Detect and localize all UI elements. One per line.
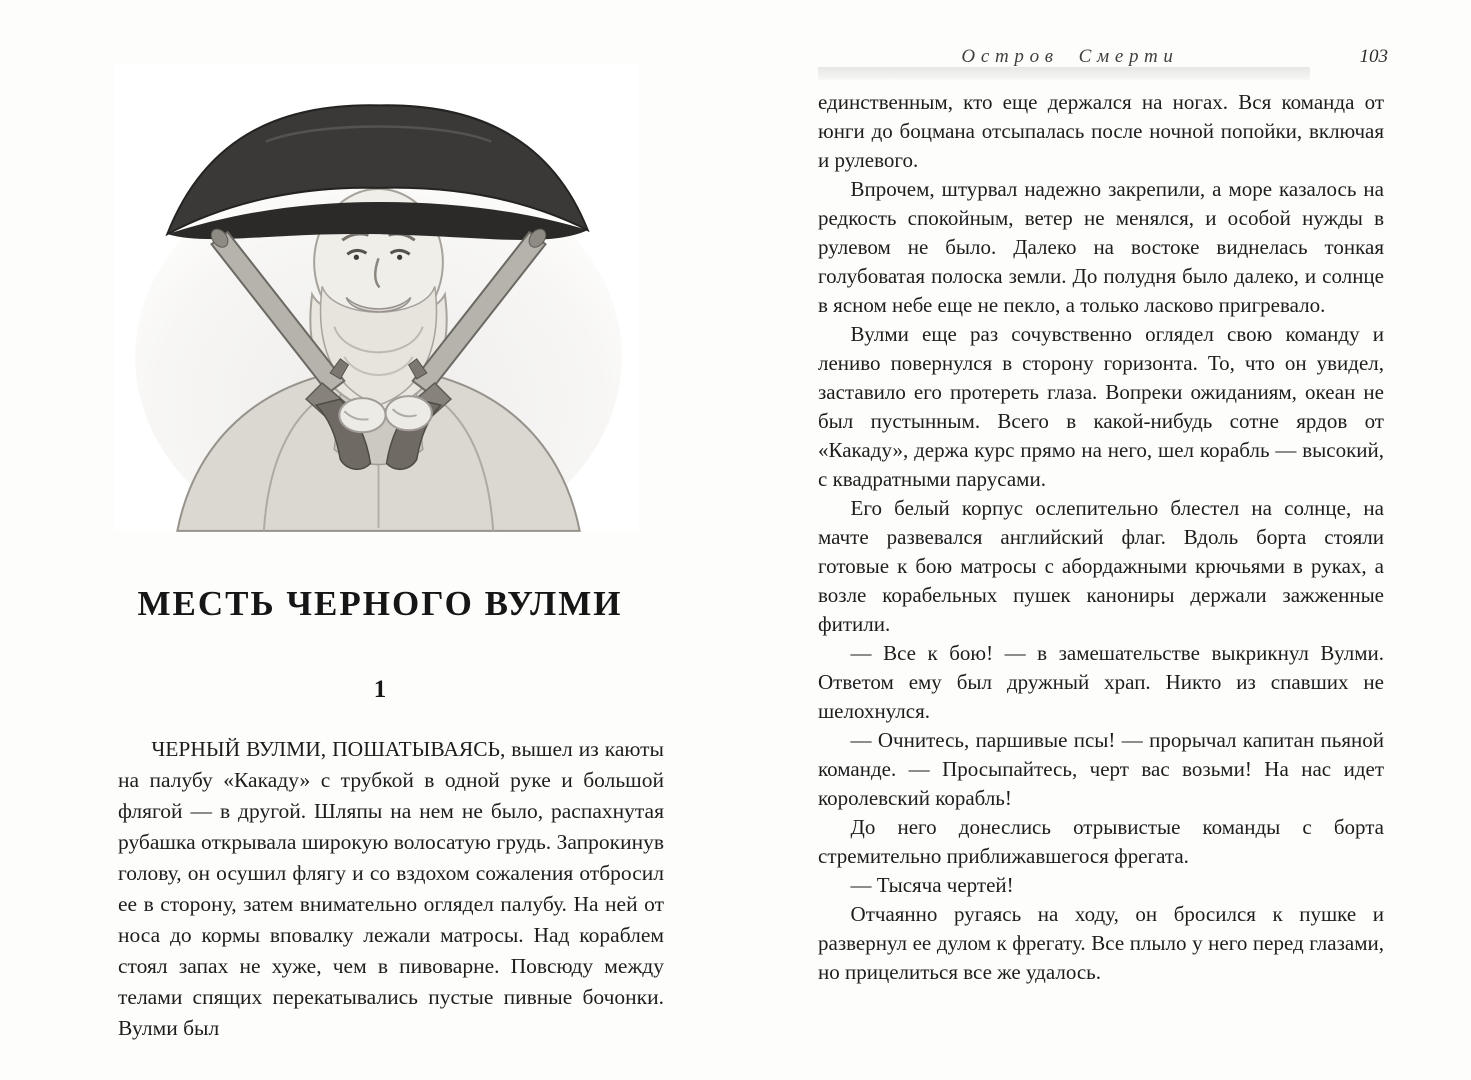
body-paragraph: — Тысяча чертей! [850,873,1014,897]
body-paragraph: Его белый корпус ослепительно блестел на солнце, на мачте развевался английский флаг. Вдоль борта стояли готовые к бою матросы с абордажными крючьями в руках, а возле корабельных пушек канониры держали зажженные фитили. [818,496,1384,636]
section-number: 1 [373,676,387,703]
header-rule [818,67,1310,80]
running-header: Остров Смерти [961,46,1179,67]
right-page-body [818,88,1384,987]
body-paragraph: ЧЕРНЫЙ ВУЛМИ, ПОШАТЫВАЯСЬ, вышел из каюты на палубу «Какаду» с трубкой в одной руке и большой флягой — в другой. Шляпы на нем не было, распахнутая рубашка открывала широкую волосатую грудь. Запрокинув голову, он осушил флягу и со вздохом сожаления отбросил ее в сторону, затем внимательно оглядел палубу. На ней от носа до кормы вповалку лежали матросы. Над кораблем стоял запах не хуже, чем в пивоварне. Повсюду между телами спящих перекатывались пустые пивные бочонки. Вулми был [118,737,664,1040]
body-paragraph: Впрочем, штурвал надежно закрепили, а море казалось на редкость спокойным, ветер не менялся, и особой нужды в рулевом не было. Далеко на востоке виднелась тонкая голубоватая полоска земли. До полудня было далеко, и солнце в ясном небе еще не пекло, а только ласково пригревало. [818,177,1384,317]
body-paragraph: единственным, кто еще держался на ногах. Вся команда от юнги до боцмана отсыпалась после ночной попойки, включая и рулевого. [818,90,1384,172]
left-page-body [118,734,664,1044]
chapter-title: МЕСТЬ ЧЕРНОГО ВУЛМИ [137,584,623,623]
body-paragraph: Вулми еще раз сочувственно оглядел свою команду и лениво повернулся в сторону горизонта. То, что он увидел, заставило его протереть глаза. Вопреки ожиданиям, океан не был пустынным. Всего в какой-нибудь сотне ярдов от «Какаду», держа курс прямо на него, шел корабль — высокий, с квадратными парусами. [818,322,1384,491]
body-paragraph: Отчаянно ругаясь на ходу, он бросился к пушке и развернул ее дулом к фрегату. Все плыло у него перед глазами, но прицелиться все же удалось. [818,902,1384,984]
page-number: 103 [1359,46,1388,67]
body-paragraph: До него донеслись отрывистые команды с борта стремительно приближавшегося фрегата. [818,815,1384,868]
body-paragraph: — Все к бою! — в замешательстве выкрикнул Вулми. Ответом ему был дружный храп. Никто из спавших не шелохнулся. [818,641,1384,723]
body-paragraph: — Очнитесь, паршивые псы! — прорычал капитан пьяной команде. — Просыпайтесь, черт вас возьми! На нас идет королевский корабль! [818,728,1384,810]
pirate-illustration [115,62,638,532]
